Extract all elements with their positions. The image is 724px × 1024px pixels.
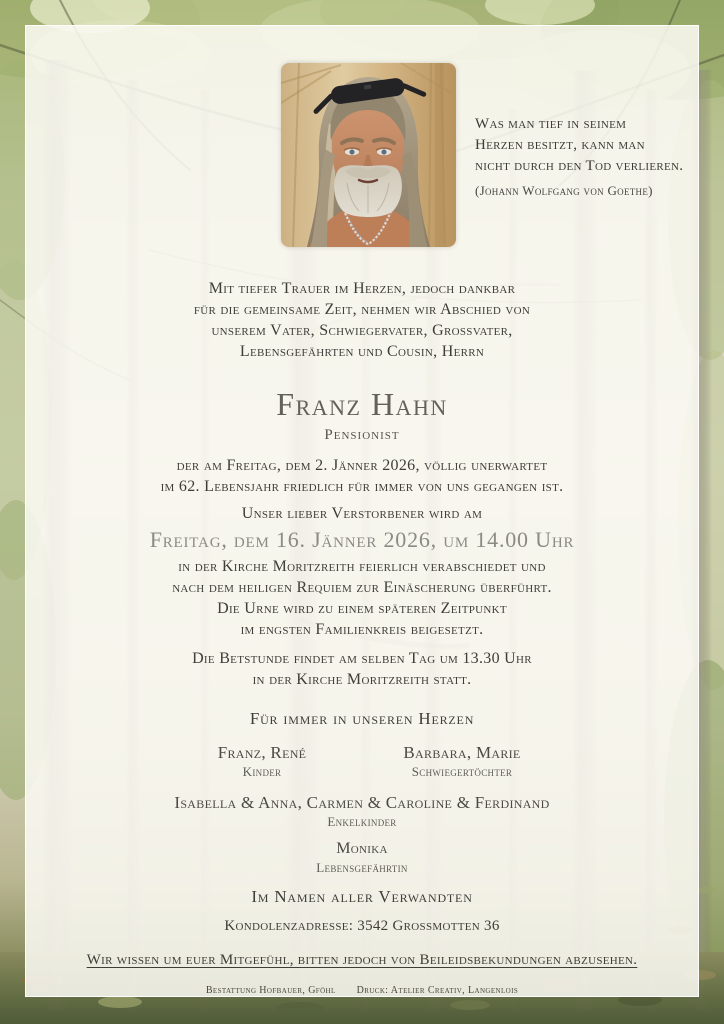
- mourners-row: [26, 742, 698, 780]
- card-header: [26, 26, 698, 248]
- mourner-names: Barbara, Marie: [403, 743, 521, 762]
- quote-block: [475, 114, 690, 200]
- mourner-partner: [26, 838, 698, 876]
- mourner-relation: Schwiegertöchter: [411, 764, 513, 779]
- mourner-column-daughters-in-law: [362, 742, 562, 780]
- condolence-notice: Wir wissen um euer Mitgefühl, bitten jedoch von Beileidsbekundungen abzusehen.: [86, 952, 638, 968]
- betstunde-line: in der Kirche Moritzreith statt.: [252, 671, 472, 688]
- intro-line: Lebensgefährten und Cousin, Herrn: [239, 343, 485, 360]
- mourner-names: Isabella & Anna, Carmen & Caroline & Ferdinand: [174, 793, 550, 812]
- service-detail-line: Die Urne wird zu einem späteren Zeitpunkt: [217, 600, 507, 617]
- betstunde-paragraph: [26, 648, 698, 690]
- service-detail-line: nach dem heiligen Requiem zur Einäscherung überführt.: [172, 579, 552, 596]
- death-line: der am Freitag, dem 2. Jänner 2026, völlig unerwartet: [176, 457, 548, 474]
- death-line: im 62. Lebensjahr friedlich für immer von uns gegangen ist.: [160, 478, 564, 495]
- portrait-photo: [281, 63, 456, 247]
- service-detail-line: in der Kirche Moritzreith feierlich verabschiedet und: [178, 558, 546, 575]
- mourner-names: Monika: [336, 840, 388, 857]
- service-datetime: Freitag, dem 16. Jänner 2026, um 14.00 Uhr: [149, 527, 575, 552]
- mourner-grandchildren: [26, 792, 698, 830]
- mourner-column-children: [162, 742, 362, 780]
- obituary-card: [25, 25, 699, 997]
- mourner-relation: Kinder: [242, 764, 282, 779]
- service-lead: Unser lieber Verstorbener wird am: [241, 505, 483, 522]
- deceased-occupation: Pensionist: [324, 427, 400, 443]
- mourner-relation: Enkelkinder: [327, 814, 397, 829]
- imprint-line: [26, 984, 698, 998]
- quote-line: Was man tief in seinem: [475, 116, 627, 132]
- portrait-illustration: [281, 63, 456, 247]
- intro-paragraph: [26, 278, 698, 362]
- intro-line: unserem Vater, Schwiegervater, Grossvater,: [211, 322, 513, 339]
- betstunde-line: Die Betstunde findet am selben Tag um 13.30 Uhr: [192, 650, 532, 667]
- quote-line: Herzen besitzt, kann man: [475, 137, 645, 153]
- quote-line: nicht durch den Tod verlieren.: [475, 158, 684, 174]
- remembrance-heading: Für immer in unseren Herzen: [249, 709, 475, 728]
- printer: Druck: Atelier Creativ, Langenlois: [356, 985, 519, 996]
- mourner-relation: Lebensgefährtin: [316, 860, 408, 875]
- closing-line: Im Namen aller Verwandten: [251, 887, 473, 906]
- funeral-home: Bestattung Hofbauer, Gföhl: [205, 985, 336, 996]
- quote-attribution: (Johann Wolfgang von Goethe): [475, 183, 653, 198]
- deceased-name: Franz Hahn: [276, 386, 448, 422]
- service-detail-line: im engsten Familienkreis beigesetzt.: [240, 621, 484, 638]
- mourner-names: Franz, René: [217, 743, 307, 762]
- death-paragraph: [26, 455, 698, 497]
- condolence-address: Kondolenzadresse: 3542 Grossmotten 36: [224, 918, 500, 934]
- intro-line: für die gemeinsame Zeit, nehmen wir Abschied von: [193, 301, 531, 318]
- service-details: [26, 556, 698, 640]
- intro-line: Mit tiefer Trauer im Herzen, jedoch dankbar: [208, 280, 516, 297]
